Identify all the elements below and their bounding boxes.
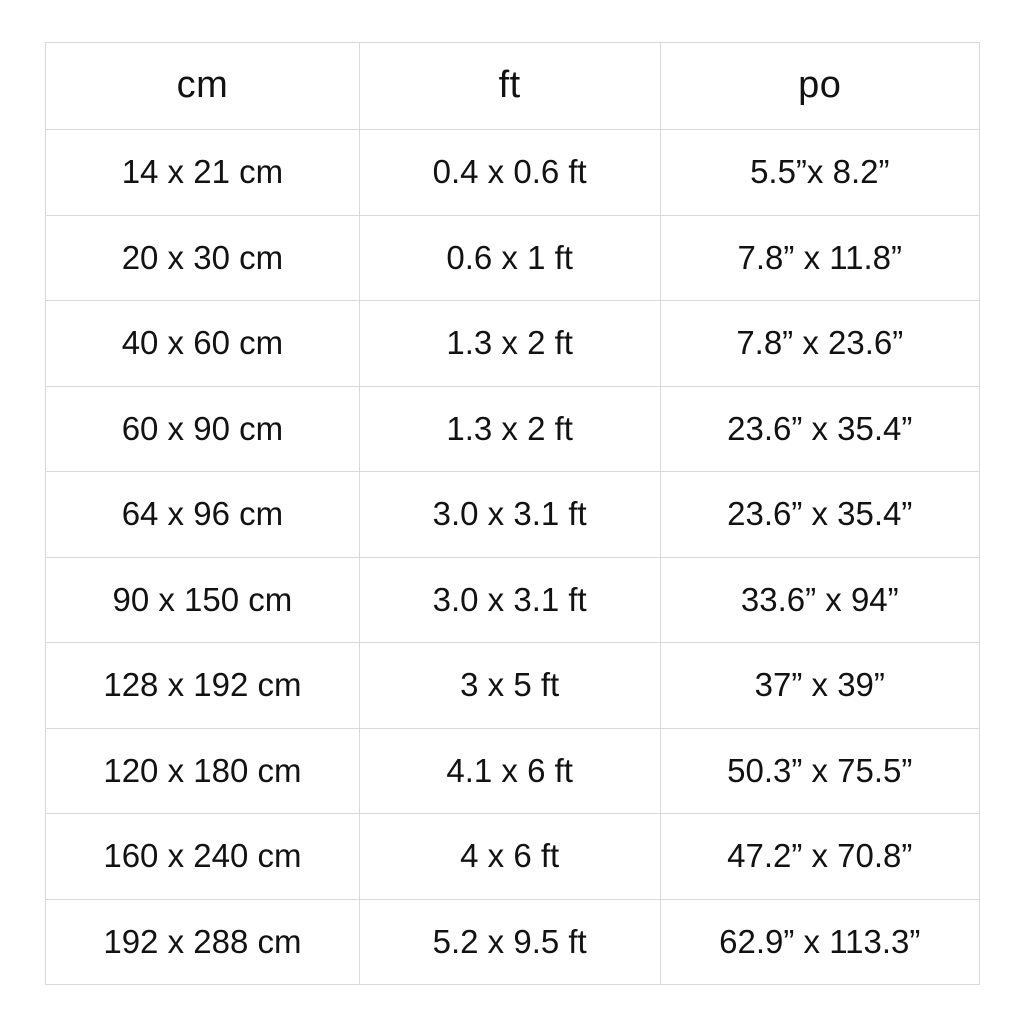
table-row (46, 386, 980, 472)
cell-po: 50.3” x 75.5” (660, 728, 979, 814)
cell-cm: 90 x 150 cm (46, 557, 360, 643)
cell-cm: 192 x 288 cm (46, 899, 360, 985)
cell-ft: 0.6 x 1 ft (359, 215, 660, 301)
cell-po: 5.5”x 8.2” (660, 130, 979, 216)
column-header-ft: ft (359, 43, 660, 130)
cell-cm: 40 x 60 cm (46, 301, 360, 387)
table-header-row (46, 43, 980, 130)
table-row (46, 728, 980, 814)
cell-cm: 64 x 96 cm (46, 472, 360, 558)
column-header-cm: cm (46, 43, 360, 130)
table-row (46, 899, 980, 985)
table-row (46, 643, 980, 729)
table-row (46, 130, 980, 216)
cell-cm: 160 x 240 cm (46, 814, 360, 900)
table-header (46, 43, 980, 130)
cell-ft: 4 x 6 ft (359, 814, 660, 900)
cell-cm: 60 x 90 cm (46, 386, 360, 472)
table-row (46, 301, 980, 387)
table-row (46, 215, 980, 301)
cell-po: 37” x 39” (660, 643, 979, 729)
cell-po: 33.6” x 94” (660, 557, 979, 643)
column-header-po: po (660, 43, 979, 130)
cell-ft: 3.0 x 3.1 ft (359, 472, 660, 558)
cell-ft: 4.1 x 6 ft (359, 728, 660, 814)
size-conversion-table-wrapper (45, 42, 980, 975)
cell-po: 23.6” x 35.4” (660, 386, 979, 472)
cell-po: 23.6” x 35.4” (660, 472, 979, 558)
size-conversion-table (45, 42, 980, 985)
table-row (46, 472, 980, 558)
cell-po: 62.9” x 113.3” (660, 899, 979, 985)
cell-ft: 3 x 5 ft (359, 643, 660, 729)
cell-cm: 14 x 21 cm (46, 130, 360, 216)
cell-ft: 1.3 x 2 ft (359, 301, 660, 387)
cell-po: 47.2” x 70.8” (660, 814, 979, 900)
cell-po: 7.8” x 11.8” (660, 215, 979, 301)
cell-cm: 20 x 30 cm (46, 215, 360, 301)
cell-ft: 5.2 x 9.5 ft (359, 899, 660, 985)
cell-po: 7.8” x 23.6” (660, 301, 979, 387)
table-row (46, 557, 980, 643)
cell-ft: 3.0 x 3.1 ft (359, 557, 660, 643)
table-body (46, 130, 980, 985)
cell-ft: 1.3 x 2 ft (359, 386, 660, 472)
cell-cm: 120 x 180 cm (46, 728, 360, 814)
cell-ft: 0.4 x 0.6 ft (359, 130, 660, 216)
cell-cm: 128 x 192 cm (46, 643, 360, 729)
table-row (46, 814, 980, 900)
